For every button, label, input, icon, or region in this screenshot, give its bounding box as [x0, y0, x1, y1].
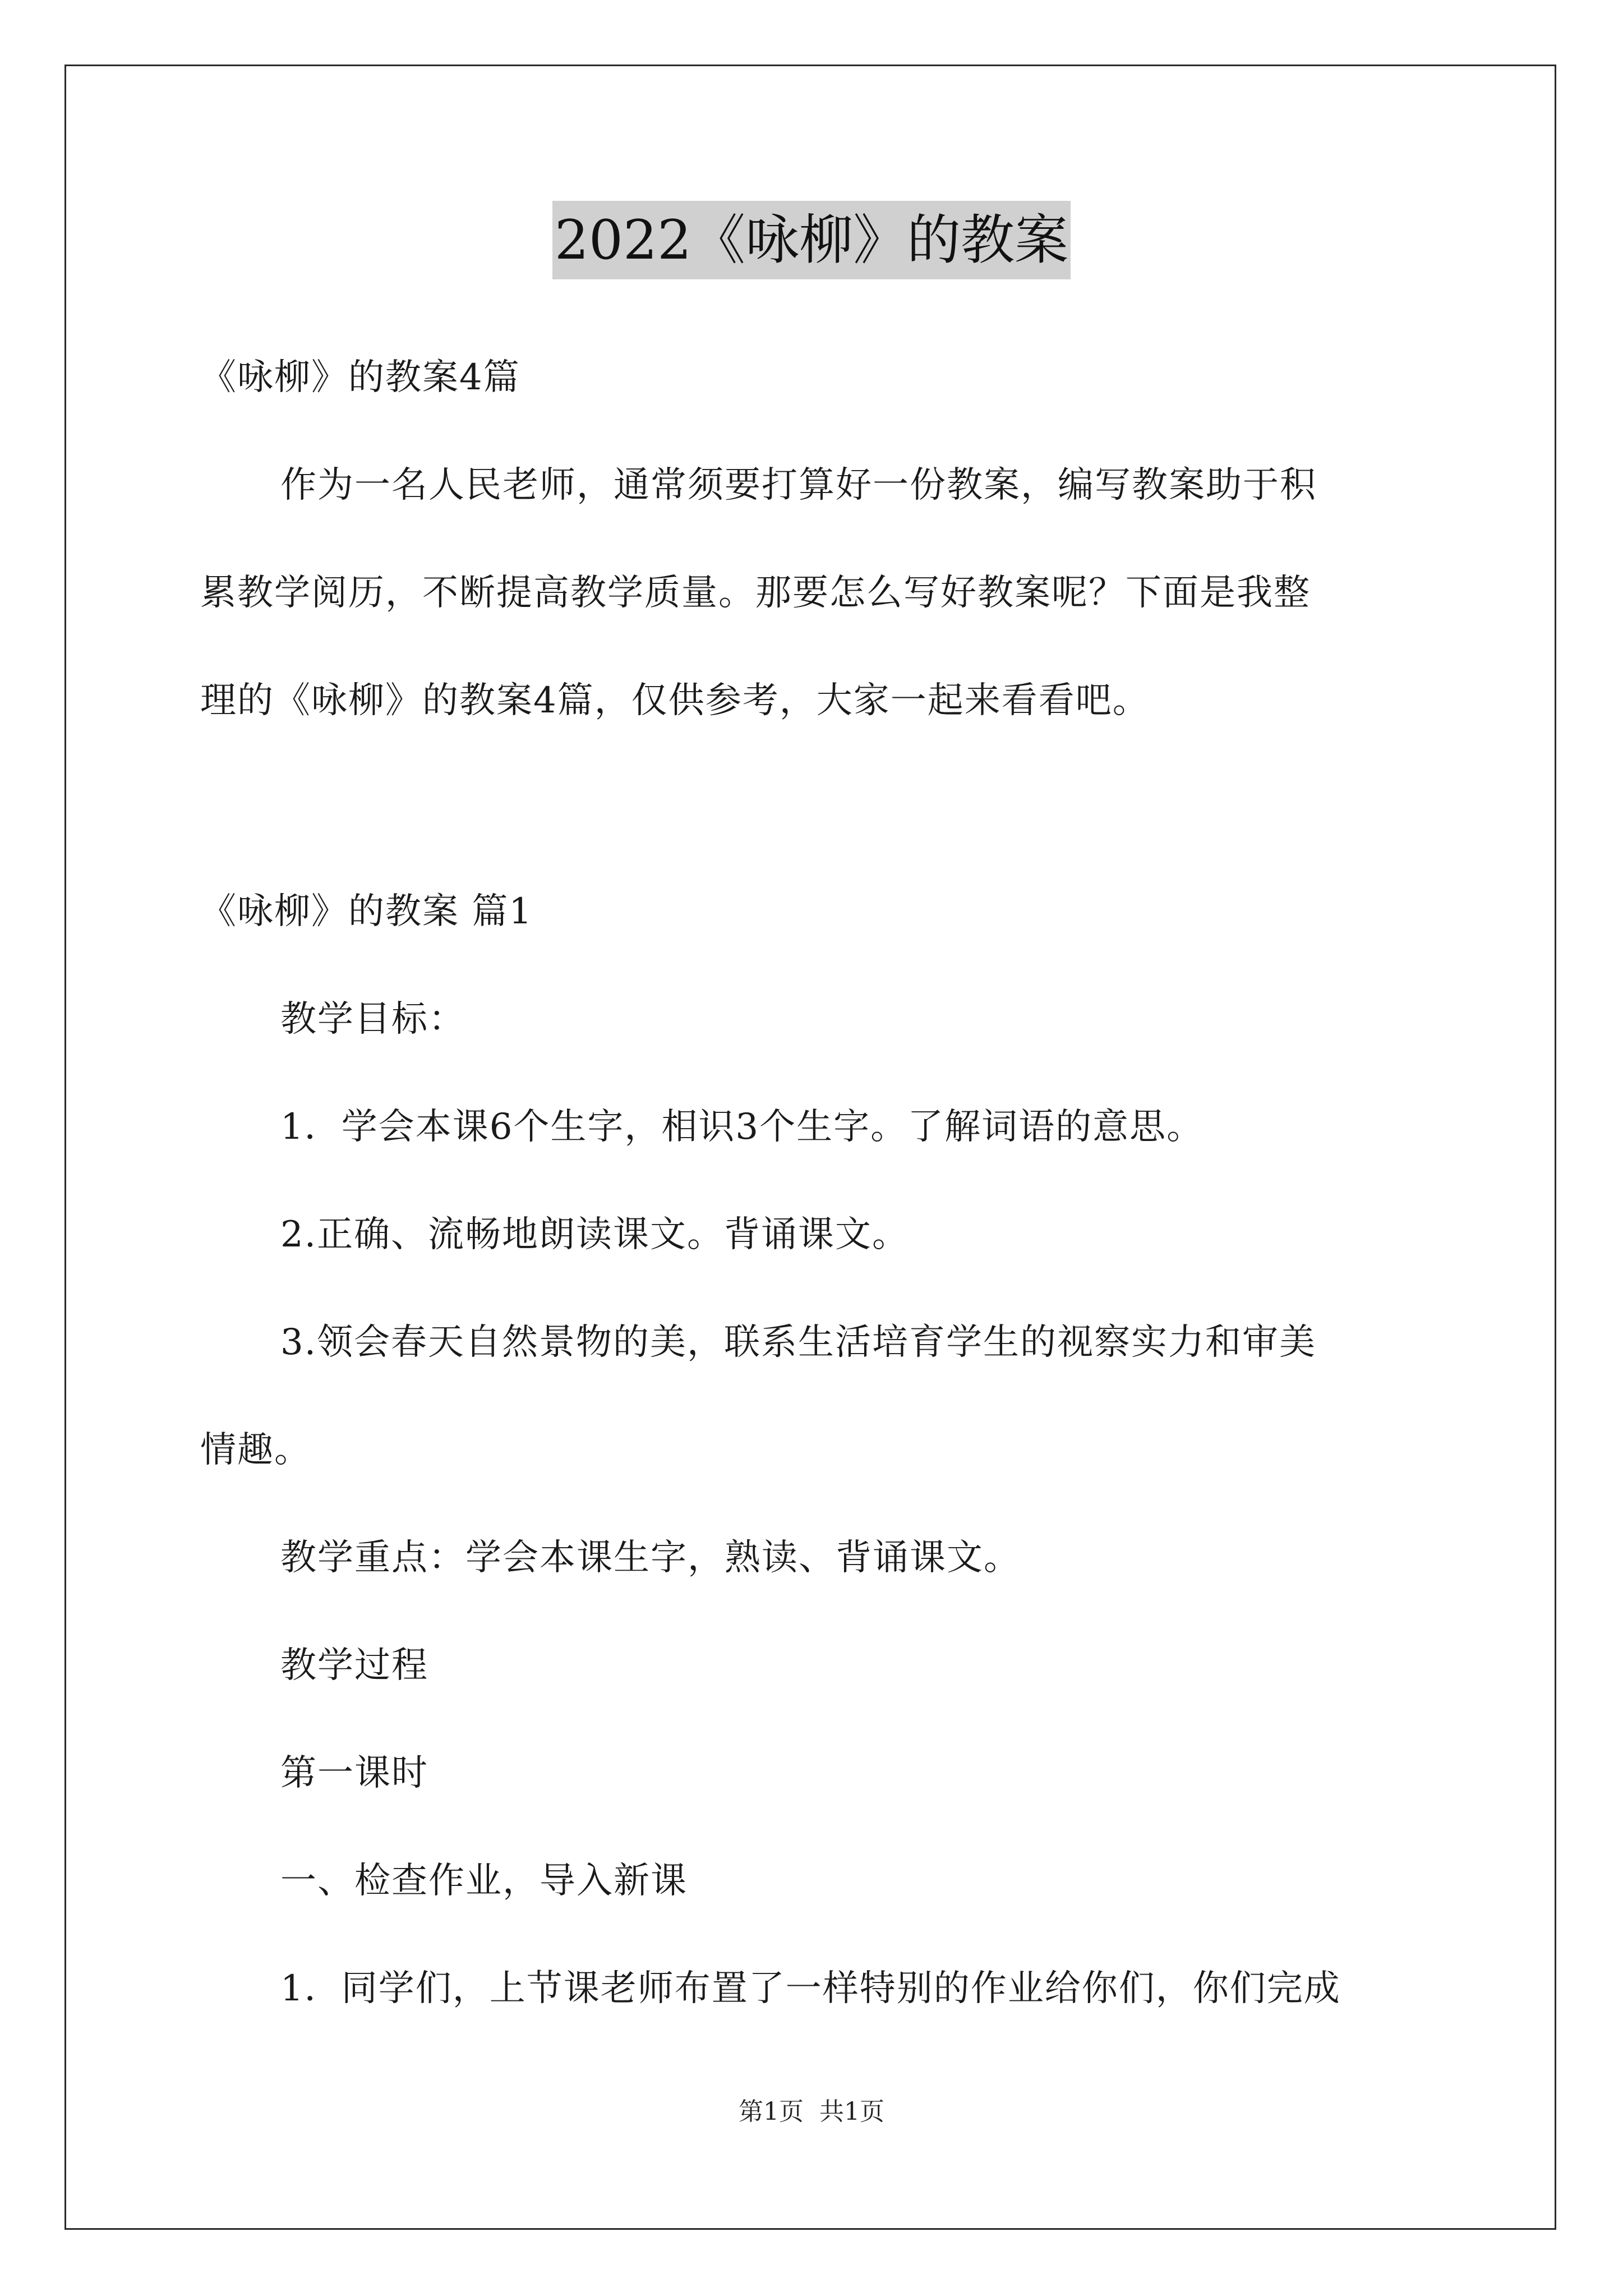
- body-line-10: 1．同学们，上节课老师布置了一样特别的作业给你们，你们完成: [280, 1968, 1341, 2009]
- document-subtitle: 《咏柳》的教案4篇: [200, 357, 520, 398]
- body-line-7: 教学过程: [280, 1645, 428, 1686]
- intro-line-2: 累教学阅历，不断提高教学质量。那要怎么写好教案呢？下面是我整: [200, 572, 1311, 614]
- page-number-total: 共1页: [819, 2097, 884, 2126]
- body-line-8: 第一课时: [280, 1752, 428, 1794]
- body-line-6: 教学重点：学会本课生字，熟读、背诵课文。: [280, 1537, 1021, 1579]
- page-footer: [0, 2095, 1623, 2129]
- body-line-3: 2.正确、流畅地朗读课文。背诵课文。: [280, 1214, 910, 1255]
- title-container: [0, 201, 1623, 279]
- section-heading: 《咏柳》的教案 篇1: [200, 891, 533, 932]
- page-number-current: 第1页: [739, 2097, 804, 2126]
- intro-line-1: 作为一名人民老师，通常须要打算好一份教案，编写教案助于积: [280, 464, 1317, 506]
- intro-line-3: 理的《咏柳》的教案4篇，仅供参考，大家一起来看看吧。: [200, 680, 1150, 721]
- body-line-4: 3.领会春天自然景物的美，联系生活培育学生的视察实力和审美: [280, 1322, 1317, 1363]
- document-title: 2022《咏柳》的教案: [552, 201, 1071, 279]
- body-line-1: 教学目标：: [280, 999, 465, 1040]
- body-line-2: 1．学会本课6个生字，相识3个生字。了解词语的意思。: [280, 1106, 1204, 1148]
- body-line-5: 情趣。: [200, 1429, 311, 1471]
- body-line-9: 一、检查作业，导入新课: [280, 1860, 688, 1902]
